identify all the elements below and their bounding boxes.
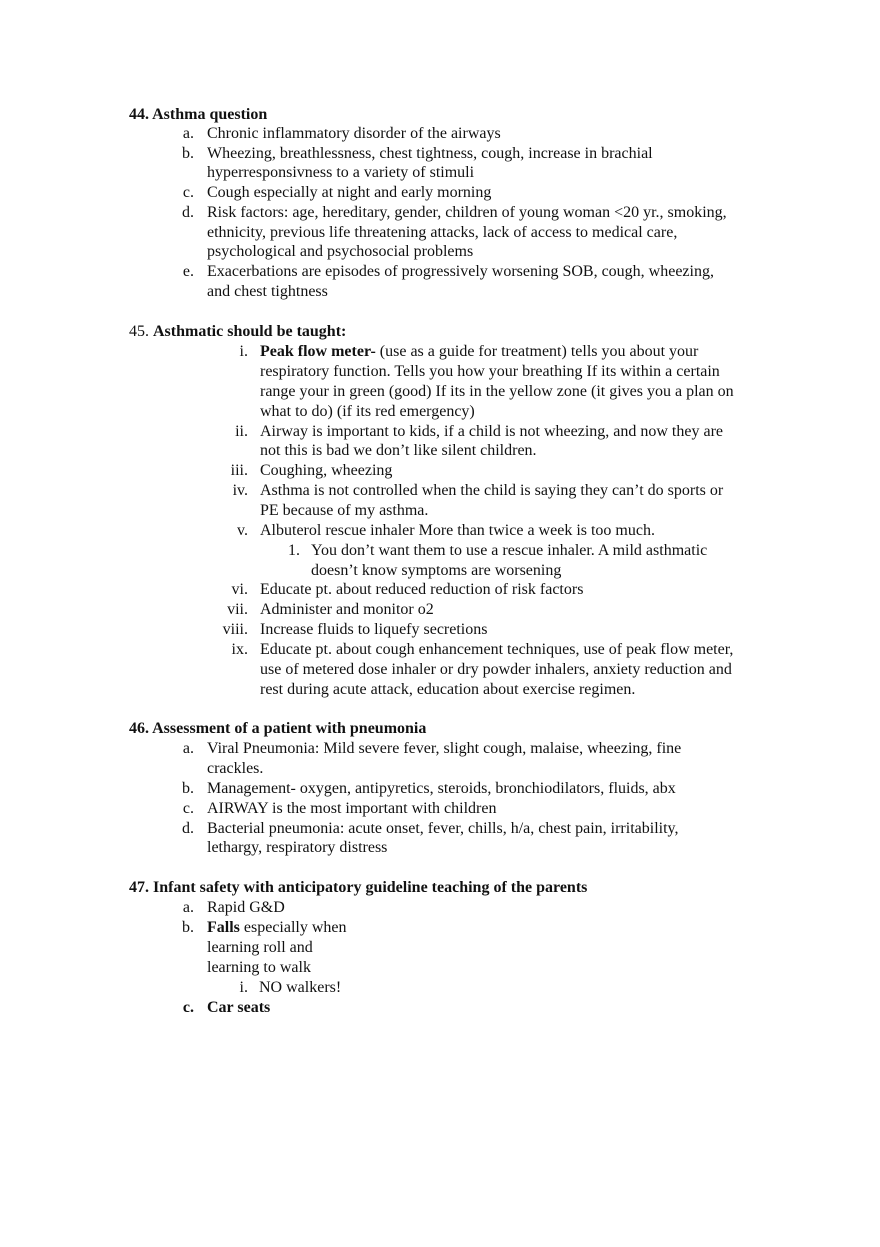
q46-item-c: AIRWAY is the most important with children (207, 800, 497, 817)
q44-item-a: Chronic inflammatory disorder of the airways (207, 125, 501, 142)
q45-item-v-marker: v. (237, 522, 248, 539)
q44-item-e-marker: e. (182, 263, 194, 280)
q46-item-b: Management- oxygen, antipyretics, steroids, bronchiodilators, fluids, abx (207, 780, 676, 797)
q47-item-b-text: especially when (239, 919, 347, 936)
q44-item-c: Cough especially at night and early morning (207, 184, 492, 201)
q46-item-a-marker: a. (182, 740, 194, 757)
q45-item-vi: Educate pt. about reduced reduction of risk factors (260, 581, 584, 598)
q47-subitem-i-marker: i. (239, 979, 248, 996)
q46-number: 46. (129, 720, 149, 737)
q45-item-ix-marker: ix. (231, 641, 248, 658)
q45-subitem-1: You don’t want them to use a rescue inhaler. A mild asthmatic (311, 542, 708, 559)
q45-title: Asthmatic should be taught: (153, 323, 347, 340)
q45-item-vii: Administer and monitor o2 (260, 601, 434, 618)
q47-item-a: Rapid G&D (207, 899, 285, 916)
q44-number: 44. (129, 106, 149, 123)
q45-item-viii-marker: viii. (222, 621, 248, 638)
q45-item-viii: Increase fluids to liquefy secretions (260, 621, 488, 638)
q47-subitem-i: NO walkers! (259, 979, 342, 996)
q47-item-b (207, 918, 347, 938)
q47-number: 47. (129, 879, 149, 896)
q45-subitem-1-marker: 1. (288, 542, 300, 559)
q46-item-a-line2: crackles. (207, 760, 264, 777)
q45-item-iv-marker: iv. (232, 482, 248, 499)
q45-item-iii-marker: iii. (230, 462, 248, 479)
q47-item-c: Car seats (207, 999, 271, 1016)
q46-item-d-line2: lethargy, respiratory distress (207, 839, 388, 856)
q45-item-i (260, 342, 698, 362)
q47-heading (129, 878, 587, 898)
q45-item-iv: Asthma is not controlled when the child is saying they can’t do sports or (260, 482, 724, 499)
q46-item-c-marker: c. (182, 800, 194, 817)
q46-item-b-marker: b. (182, 780, 194, 797)
q44-title: Asthma question (152, 106, 268, 123)
q44-item-d: Risk factors: age, hereditary, gender, children of young woman <20 yr., smoking, (207, 204, 727, 221)
q44-item-b-marker: b. (182, 145, 194, 162)
q45-item-ii-marker: ii. (235, 423, 248, 440)
q45-item-i-line4: what to do) (if its red emergency) (260, 403, 475, 420)
q46-item-a: Viral Pneumonia: Mild severe fever, slight cough, malaise, wheezing, fine (207, 740, 682, 757)
q45-item-v: Albuterol rescue inhaler More than twice a week is too much. (260, 522, 655, 539)
q45-item-i-line3: range your in green (good) If its in the yellow zone (it gives you a plan on (260, 383, 734, 400)
q47-item-b-line3: learning to walk (207, 959, 311, 976)
q45-item-i-text: (use as a guide for treatment) tells you about your (375, 343, 699, 360)
peak-flow-meter-label: Peak flow meter- (260, 343, 376, 360)
q45-item-ix-line2: use of metered dose inhaler or dry powder inhalers, anxiety reduction and (260, 661, 732, 678)
q44-item-c-marker: c. (182, 184, 194, 201)
q44-item-d-line2: ethnicity, previous life threatening attacks, lack of access to medical care, (207, 224, 678, 241)
q46-heading (129, 719, 426, 739)
q46-title: Assessment of a patient with pneumonia (152, 720, 427, 737)
q47-item-c-marker: c. (182, 999, 194, 1016)
q45-item-ii-line2: not this is bad we don’t like silent children. (260, 442, 537, 459)
q44-item-e-line2: and chest tightness (207, 283, 328, 300)
q45-item-iv-line2: PE because of my asthma. (260, 502, 429, 519)
q44-item-b-line2: hyperresponsivness to a variety of stimuli (207, 164, 475, 181)
q45-item-vii-marker: vii. (227, 601, 248, 618)
q44-item-d-line3: psychological and psychosocial problems (207, 243, 474, 260)
q44-item-b: Wheezing, breathlessness, chest tightness, cough, increase in brachial (207, 145, 653, 162)
q44-item-d-marker: d. (182, 204, 194, 221)
q46-item-d: Bacterial pneumonia: acute onset, fever, chills, h/a, chest pain, irritability, (207, 820, 679, 837)
q44-item-e: Exacerbations are episodes of progressively worsening SOB, cough, wheezing, (207, 263, 714, 280)
q45-item-iii: Coughing, wheezing (260, 462, 393, 479)
q44-heading (129, 105, 267, 125)
q47-title: Infant safety with anticipatory guideline teaching of the parents (153, 879, 588, 896)
q44-item-a-marker: a. (182, 125, 194, 142)
q45-item-ix-line3: rest during acute attack, education about exercise regimen. (260, 681, 636, 698)
q45-item-ii: Airway is important to kids, if a child is not wheezing, and now they are (260, 423, 724, 440)
q47-item-b-marker: b. (182, 919, 194, 936)
q47-item-b-line2: learning roll and (207, 939, 313, 956)
q45-heading (129, 322, 346, 342)
q45-item-ix: Educate pt. about cough enhancement techniques, use of peak flow meter, (260, 641, 734, 658)
q46-item-d-marker: d. (182, 820, 194, 837)
q45-item-i-marker: i. (239, 343, 248, 360)
q45-number: 45. (129, 323, 149, 340)
q45-item-i-line2: respiratory function. Tells you how your breathing If its within a certain (260, 363, 720, 380)
q45-item-vi-marker: vi. (231, 581, 248, 598)
q45-subitem-1-line2: doesn’t know symptoms are worsening (311, 562, 562, 579)
falls-label: Falls (207, 919, 240, 936)
q47-item-a-marker: a. (182, 899, 194, 916)
